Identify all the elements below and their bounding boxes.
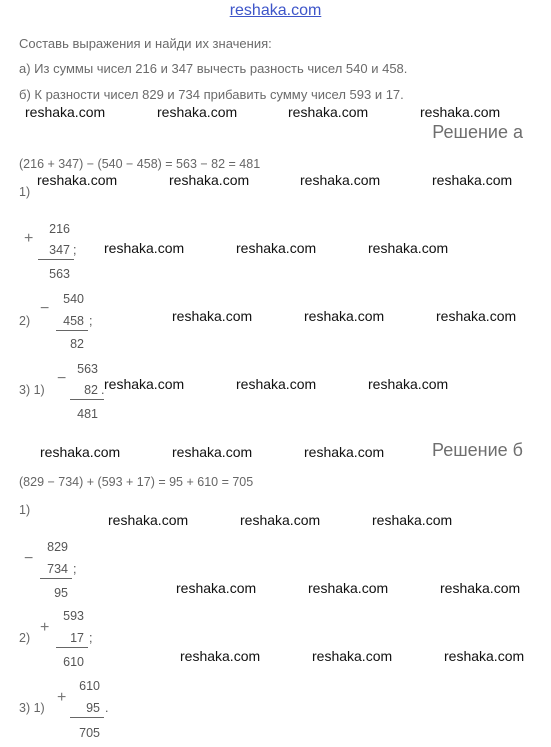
watermark: reshaka.com xyxy=(304,444,385,460)
minus-sign: − xyxy=(24,550,34,567)
result-value: 610 xyxy=(63,655,84,669)
operand-suffix: ; xyxy=(73,243,77,257)
step-b2-label: 2) xyxy=(19,631,31,645)
minus-sign: − xyxy=(40,300,50,317)
operand-bottom: 17 xyxy=(70,631,84,645)
operand-bottom: 95 xyxy=(86,701,100,715)
watermark: reshaka.com xyxy=(312,648,393,664)
watermark: reshaka.com xyxy=(432,172,513,188)
operand-bottom: 347 xyxy=(49,243,70,257)
result-value: 705 xyxy=(79,726,100,740)
watermark: reshaka.com xyxy=(236,376,317,392)
minus-sign: − xyxy=(57,370,67,387)
step-b3-label: 3) 1) xyxy=(19,701,45,715)
watermark: reshaka.com xyxy=(300,172,381,188)
watermark: reshaka.com xyxy=(420,104,501,120)
result-line xyxy=(56,330,88,331)
watermark: reshaka.com xyxy=(108,512,189,528)
watermark: reshaka.com xyxy=(104,376,185,392)
watermark: reshaka.com xyxy=(436,308,517,324)
watermark: reshaka.com xyxy=(172,308,253,324)
result-line xyxy=(70,717,104,718)
operand-top: 216 xyxy=(49,222,70,236)
solution-a-heading: Решение а xyxy=(432,122,523,142)
watermark: reshaka.com xyxy=(180,648,261,664)
site-header-link[interactable]: reshaka.com xyxy=(229,2,322,19)
watermark: reshaka.com xyxy=(304,308,385,324)
operand-suffix: ; xyxy=(89,631,93,645)
watermark: reshaka.com xyxy=(444,648,525,664)
watermark: reshaka.com xyxy=(368,376,449,392)
operand-top: 563 xyxy=(77,362,98,376)
task-a: а) Из суммы чисел 216 и 347 вычесть разность чисел 540 и 458. xyxy=(19,61,408,76)
step-a2-label: 2) xyxy=(19,314,31,328)
operand-bottom: 82 xyxy=(84,383,98,397)
operand-suffix: ; xyxy=(73,562,77,576)
result-value: 563 xyxy=(49,267,70,281)
watermark: reshaka.com xyxy=(176,580,257,596)
operand-bottom: 458 xyxy=(63,314,84,328)
solution-b-heading: Решение б xyxy=(432,440,523,460)
operand-top: 829 xyxy=(47,540,68,554)
operand-top: 593 xyxy=(63,609,84,623)
watermark: reshaka.com xyxy=(157,104,238,120)
operand-bottom: 734 xyxy=(47,562,68,576)
result-value: 95 xyxy=(54,586,68,600)
plus-sign: + xyxy=(40,619,50,636)
solution-a-expression: (216 + 347) − (540 − 458) = 563 − 82 = 481 xyxy=(19,157,261,171)
watermark: reshaka.com xyxy=(37,172,118,188)
operand-top: 540 xyxy=(63,292,84,306)
watermark: reshaka.com xyxy=(172,444,253,460)
watermark: reshaka.com xyxy=(169,172,250,188)
operand-suffix: . xyxy=(101,383,105,397)
watermark: reshaka.com xyxy=(440,580,521,596)
watermark: reshaka.com xyxy=(104,240,185,256)
watermark: reshaka.com xyxy=(25,104,106,120)
watermark: reshaka.com xyxy=(240,512,321,528)
step-a3-label: 3) 1) xyxy=(19,383,45,397)
result-line xyxy=(56,647,88,648)
operand-suffix: ; xyxy=(89,314,93,328)
operand-suffix: . xyxy=(105,701,109,715)
watermark: reshaka.com xyxy=(236,240,317,256)
result-line xyxy=(40,578,72,579)
result-line xyxy=(38,259,74,260)
solution-b-expression: (829 − 734) + (593 + 17) = 95 + 610 = 705 xyxy=(19,475,254,489)
plus-sign: + xyxy=(57,689,67,706)
watermark: reshaka.com xyxy=(308,580,389,596)
result-line xyxy=(70,399,104,400)
watermark: reshaka.com xyxy=(372,512,453,528)
step-b1-label: 1) xyxy=(19,503,31,517)
watermark: reshaka.com xyxy=(288,104,369,120)
step-a1-label: 1) xyxy=(19,185,31,199)
operand-top: 610 xyxy=(79,679,100,693)
task-title: Составь выражения и найди их значения: xyxy=(19,36,272,51)
task-b: б) К разности чисел 829 и 734 прибавить сумму чисел 593 и 17. xyxy=(19,87,404,102)
plus-sign: + xyxy=(24,230,34,247)
watermark: reshaka.com xyxy=(40,444,121,460)
watermark: reshaka.com xyxy=(368,240,449,256)
result-value: 481 xyxy=(77,407,98,421)
result-value: 82 xyxy=(70,337,84,351)
